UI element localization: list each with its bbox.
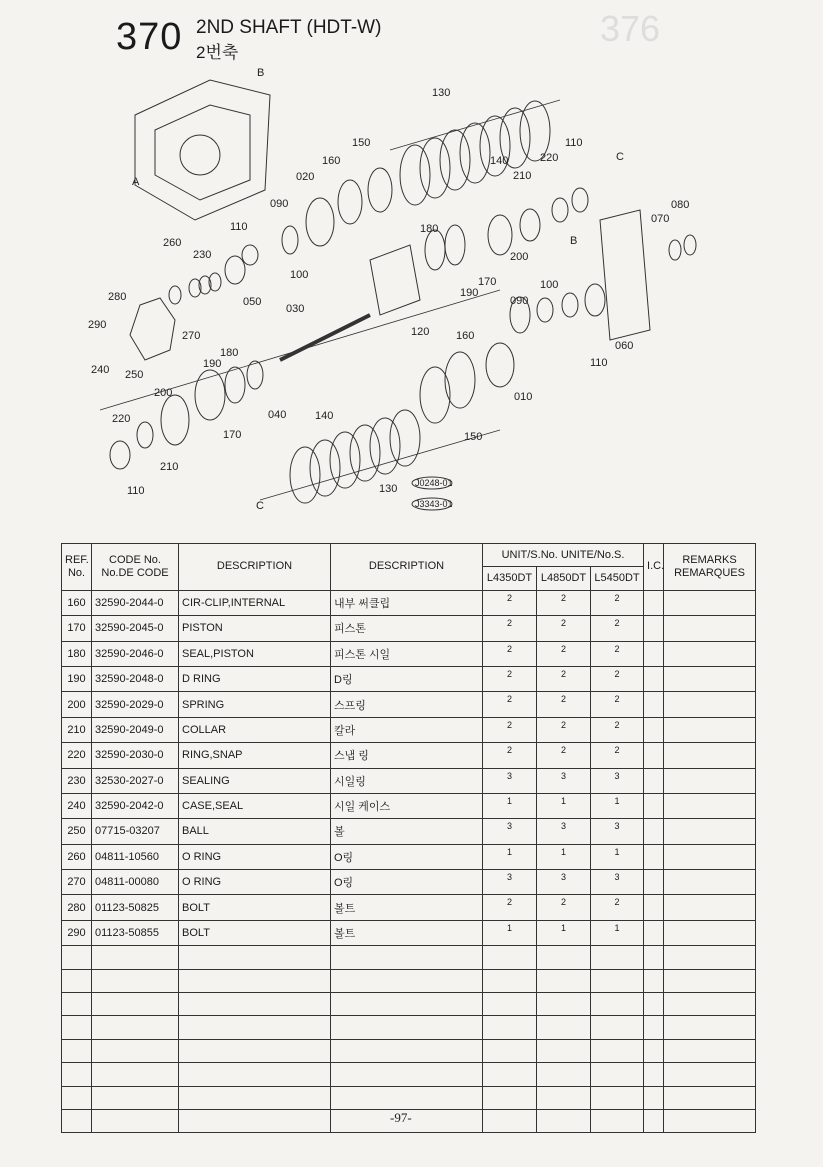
cell-empty (483, 969, 537, 992)
svg-text:110: 110 (230, 221, 248, 233)
header-ic: I.C. (644, 544, 664, 591)
svg-text:250: 250 (125, 369, 144, 381)
svg-text:A: A (132, 176, 140, 188)
cell-ref: 220 (62, 743, 92, 768)
cell-empty (179, 1039, 331, 1062)
cell-empty (179, 969, 331, 992)
cell-empty (664, 844, 756, 869)
cell-local: 시일링 (331, 768, 483, 793)
svg-text:020: 020 (296, 171, 315, 183)
header-model: L4850DT (537, 567, 591, 590)
table-row-empty (62, 1063, 756, 1086)
svg-text:130: 130 (432, 87, 451, 99)
cell-empty (644, 743, 664, 768)
cell-empty (664, 1016, 756, 1039)
cell-q3: 1 (591, 920, 644, 945)
cell-q2: 3 (537, 768, 591, 793)
parts-table (61, 543, 756, 1133)
cell-q3: 2 (591, 895, 644, 920)
cell-empty (591, 993, 644, 1016)
cell-code: 04811-10560 (92, 844, 179, 869)
table-row (62, 692, 756, 717)
cell-empty (331, 969, 483, 992)
cell-empty (644, 946, 664, 969)
callout-labels (88, 67, 689, 512)
cell-q3: 3 (591, 870, 644, 895)
table-row-empty (62, 1086, 756, 1109)
cell-desc: D RING (179, 666, 331, 691)
cell-empty (644, 895, 664, 920)
svg-text:200: 200 (154, 387, 173, 399)
cell-ref: 280 (62, 895, 92, 920)
svg-text:110: 110 (590, 357, 608, 369)
cell-local: D링 (331, 666, 483, 691)
cell-local: 스프링 (331, 692, 483, 717)
cell-empty (483, 1086, 537, 1109)
cell-code: 32590-2042-0 (92, 793, 179, 818)
cell-desc: BALL (179, 819, 331, 844)
svg-text:170: 170 (478, 276, 497, 288)
cell-q3: 3 (591, 768, 644, 793)
svg-text:040: 040 (268, 409, 287, 421)
cell-q3: 2 (591, 743, 644, 768)
table-row (62, 616, 756, 641)
cell-code: 32590-2029-0 (92, 692, 179, 717)
cell-empty (179, 993, 331, 1016)
cell-empty (537, 1016, 591, 1039)
cell-empty (644, 993, 664, 1016)
cell-empty (591, 946, 644, 969)
cell-q2: 2 (537, 743, 591, 768)
cell-empty (664, 666, 756, 691)
cell-ref: 250 (62, 819, 92, 844)
cell-empty (92, 1016, 179, 1039)
cell-q1: 2 (483, 590, 537, 615)
cell-empty (664, 969, 756, 992)
cell-desc: CIR-CLIP,INTERNAL (179, 590, 331, 615)
cell-empty (483, 1109, 537, 1132)
svg-text:150: 150 (464, 431, 483, 443)
cell-q2: 2 (537, 895, 591, 920)
cell-empty (644, 819, 664, 844)
drawing-references (412, 477, 453, 510)
cell-code: 32590-2030-0 (92, 743, 179, 768)
cell-local: 칼라 (331, 717, 483, 742)
cell-q1: 2 (483, 641, 537, 666)
cell-ref: 200 (62, 692, 92, 717)
cell-empty (591, 969, 644, 992)
cell-q3: 2 (591, 717, 644, 742)
svg-text:070: 070 (651, 213, 670, 225)
cell-empty (537, 993, 591, 1016)
svg-text:150: 150 (352, 137, 371, 149)
cell-empty (92, 946, 179, 969)
cell-local: 볼 (331, 819, 483, 844)
cell-desc: BOLT (179, 895, 331, 920)
cell-empty (62, 1039, 92, 1062)
cell-empty (644, 641, 664, 666)
cell-local: 볼트 (331, 895, 483, 920)
svg-text:180: 180 (420, 223, 439, 235)
svg-text:120: 120 (411, 326, 430, 338)
cell-empty (331, 993, 483, 1016)
cell-empty (62, 1016, 92, 1039)
cell-empty (92, 1039, 179, 1062)
cell-q2: 3 (537, 870, 591, 895)
cell-q2: 2 (537, 666, 591, 691)
cell-empty (644, 616, 664, 641)
cell-empty (591, 1109, 644, 1132)
cell-local: 피스톤 (331, 616, 483, 641)
table-row-empty (62, 1016, 756, 1039)
cell-code: 32590-2048-0 (92, 666, 179, 691)
cell-code: 07715-03207 (92, 819, 179, 844)
svg-text:290: 290 (88, 319, 107, 331)
svg-text:110: 110 (127, 485, 145, 497)
page-title: 2ND SHAFT (HDT-W) (196, 17, 382, 38)
cell-empty (331, 1039, 483, 1062)
cell-ref: 190 (62, 666, 92, 691)
cell-q2: 2 (537, 641, 591, 666)
cell-desc: BOLT (179, 920, 331, 945)
cell-empty (483, 993, 537, 1016)
cell-q2: 1 (537, 844, 591, 869)
table-row (62, 768, 756, 793)
cell-empty (92, 969, 179, 992)
cell-empty (483, 946, 537, 969)
cell-desc: COLLAR (179, 717, 331, 742)
cell-empty (644, 692, 664, 717)
cell-empty (664, 870, 756, 895)
cell-q1: 1 (483, 844, 537, 869)
cell-empty (92, 1086, 179, 1109)
cell-q2: 2 (537, 692, 591, 717)
cell-empty (62, 1086, 92, 1109)
cell-q3: 2 (591, 692, 644, 717)
cell-desc: SPRING (179, 692, 331, 717)
cell-ref: 290 (62, 920, 92, 945)
cell-empty (591, 1039, 644, 1062)
cell-q3: 2 (591, 666, 644, 691)
cell-empty (644, 666, 664, 691)
cell-q2: 2 (537, 616, 591, 641)
cell-empty (644, 870, 664, 895)
cell-empty (92, 1063, 179, 1086)
cell-empty (179, 1086, 331, 1109)
header-code: CODE No. No.DE CODE (92, 544, 179, 591)
cell-empty (62, 1109, 92, 1132)
cell-q1: 2 (483, 743, 537, 768)
cell-q3: 2 (591, 641, 644, 666)
header-model: L4350DT (483, 567, 537, 590)
cell-empty (591, 1063, 644, 1086)
cell-empty (537, 1063, 591, 1086)
cell-code: 32590-2046-0 (92, 641, 179, 666)
cell-q2: 3 (537, 819, 591, 844)
cell-empty (664, 946, 756, 969)
cell-empty (664, 590, 756, 615)
svg-text:060: 060 (615, 340, 634, 352)
table-row-empty (62, 1039, 756, 1062)
cell-local: 스냅 링 (331, 743, 483, 768)
svg-text:260: 260 (163, 237, 182, 249)
cell-empty (664, 743, 756, 768)
svg-text:270: 270 (182, 330, 201, 342)
svg-text:J3343-01: J3343-01 (415, 499, 453, 509)
svg-text:200: 200 (510, 251, 529, 263)
svg-text:100: 100 (290, 269, 309, 281)
svg-text:080: 080 (671, 199, 690, 211)
cell-empty (644, 793, 664, 818)
housing-drawing (135, 80, 270, 220)
cell-empty (644, 844, 664, 869)
cell-empty (537, 1109, 591, 1132)
svg-text:050: 050 (243, 296, 262, 308)
svg-text:C: C (616, 151, 624, 163)
cell-desc: RING,SNAP (179, 743, 331, 768)
table-row (62, 844, 756, 869)
header-description-en: DESCRIPTION (179, 544, 331, 591)
cell-q1: 2 (483, 717, 537, 742)
table-row-empty (62, 993, 756, 1016)
cell-ref: 270 (62, 870, 92, 895)
cell-ref: 160 (62, 590, 92, 615)
svg-text:190: 190 (460, 287, 479, 299)
svg-text:160: 160 (456, 330, 475, 342)
exploded-parts-diagram (60, 60, 690, 520)
cell-q1: 1 (483, 793, 537, 818)
cell-desc: O RING (179, 844, 331, 869)
cell-q1: 3 (483, 768, 537, 793)
cell-q1: 3 (483, 870, 537, 895)
cell-empty (483, 1039, 537, 1062)
svg-text:130: 130 (379, 483, 398, 495)
cell-local: 볼트 (331, 920, 483, 945)
cell-empty (331, 1063, 483, 1086)
table-row (62, 920, 756, 945)
cell-empty (664, 993, 756, 1016)
cell-empty (92, 993, 179, 1016)
cell-empty (179, 946, 331, 969)
cell-ref: 230 (62, 768, 92, 793)
svg-text:240: 240 (91, 364, 110, 376)
cell-code: 01123-50855 (92, 920, 179, 945)
cell-empty (179, 1109, 331, 1132)
cell-ref: 210 (62, 717, 92, 742)
svg-text:J0248-01: J0248-01 (415, 478, 453, 488)
svg-text:140: 140 (490, 155, 509, 167)
table-row (62, 793, 756, 818)
cell-empty (537, 1039, 591, 1062)
cell-empty (644, 1109, 664, 1132)
cell-empty (62, 993, 92, 1016)
cell-q1: 1 (483, 920, 537, 945)
cell-empty (62, 969, 92, 992)
cell-q2: 1 (537, 793, 591, 818)
cell-empty (644, 1016, 664, 1039)
header-remarks: REMARKS REMARQUES (664, 544, 756, 591)
table-row (62, 743, 756, 768)
cell-q2: 2 (537, 590, 591, 615)
cell-empty (483, 1063, 537, 1086)
cell-q1: 2 (483, 666, 537, 691)
table-row (62, 870, 756, 895)
svg-text:170: 170 (223, 429, 242, 441)
cell-empty (664, 768, 756, 793)
table-row (62, 666, 756, 691)
svg-text:140: 140 (315, 410, 334, 422)
cell-empty (331, 1086, 483, 1109)
table-row (62, 590, 756, 615)
cell-desc: O RING (179, 870, 331, 895)
cell-q2: 1 (537, 920, 591, 945)
cell-ref: 260 (62, 844, 92, 869)
svg-text:C: C (256, 500, 264, 512)
cell-empty (179, 1063, 331, 1086)
cell-empty (483, 1016, 537, 1039)
bleed-through-text: 376 (600, 8, 661, 49)
cell-ref: 240 (62, 793, 92, 818)
cell-empty (644, 768, 664, 793)
cell-empty (644, 717, 664, 742)
cell-q1: 2 (483, 616, 537, 641)
cell-empty (664, 1109, 756, 1132)
table-row-empty (62, 946, 756, 969)
cell-desc: SEALING (179, 768, 331, 793)
cell-empty (664, 1063, 756, 1086)
cell-q3: 1 (591, 793, 644, 818)
cell-empty (644, 1086, 664, 1109)
cell-empty (664, 1039, 756, 1062)
header-model: L5450DT (591, 567, 644, 590)
svg-text:190: 190 (203, 358, 222, 370)
cell-empty (591, 1016, 644, 1039)
header-description-local: DESCRIPTION (331, 544, 483, 591)
header-ref: REF. No. (62, 544, 92, 591)
svg-text:110: 110 (565, 137, 583, 149)
cell-empty (664, 819, 756, 844)
cell-empty (664, 1086, 756, 1109)
cell-empty (537, 1086, 591, 1109)
table-row (62, 819, 756, 844)
cell-desc: CASE,SEAL (179, 793, 331, 818)
cell-local: O링 (331, 870, 483, 895)
cell-ref: 180 (62, 641, 92, 666)
svg-text:230: 230 (193, 249, 212, 261)
header-unit: UNIT/S.No. UNITE/No.S. (483, 544, 644, 567)
svg-text:B: B (257, 67, 265, 79)
table-row (62, 717, 756, 742)
cell-empty (62, 1063, 92, 1086)
cell-q1: 2 (483, 895, 537, 920)
svg-text:030: 030 (286, 303, 305, 315)
svg-text:220: 220 (540, 152, 559, 164)
cell-empty (537, 969, 591, 992)
svg-text:280: 280 (108, 291, 127, 303)
cell-empty (644, 920, 664, 945)
cell-q3: 3 (591, 819, 644, 844)
cell-empty (537, 946, 591, 969)
cell-local: 시일 케이스 (331, 793, 483, 818)
cell-empty (92, 1109, 179, 1132)
svg-text:100: 100 (540, 279, 559, 291)
cell-q3: 1 (591, 844, 644, 869)
page-subtitle: 2번축 (196, 43, 239, 62)
cell-desc: SEAL,PISTON (179, 641, 331, 666)
cell-empty (664, 692, 756, 717)
cell-empty (644, 969, 664, 992)
cell-q3: 2 (591, 616, 644, 641)
cell-empty (179, 1016, 331, 1039)
cell-empty (62, 946, 92, 969)
table-row (62, 895, 756, 920)
cell-code: 32590-2044-0 (92, 590, 179, 615)
svg-text:010: 010 (514, 391, 533, 403)
cell-empty (644, 1039, 664, 1062)
svg-text:B: B (570, 235, 578, 247)
cell-q1: 3 (483, 819, 537, 844)
cell-empty (664, 616, 756, 641)
cell-empty (664, 717, 756, 742)
cell-empty (664, 920, 756, 945)
cell-empty (331, 946, 483, 969)
cell-ref: 170 (62, 616, 92, 641)
cell-empty (644, 590, 664, 615)
table-row-empty (62, 969, 756, 992)
cell-local: 피스톤 시일 (331, 641, 483, 666)
svg-text:090: 090 (510, 295, 529, 307)
svg-text:210: 210 (513, 170, 532, 182)
cell-desc: PISTON (179, 616, 331, 641)
cell-empty (664, 895, 756, 920)
cell-q2: 2 (537, 717, 591, 742)
svg-text:180: 180 (220, 347, 239, 359)
cell-code: 04811-00080 (92, 870, 179, 895)
cell-code: 32530-2027-0 (92, 768, 179, 793)
page-number: 370 (116, 16, 183, 58)
cell-empty (664, 793, 756, 818)
cell-empty (664, 641, 756, 666)
page-footer: -97- (390, 1110, 412, 1125)
cell-empty (591, 1086, 644, 1109)
cell-q1: 2 (483, 692, 537, 717)
svg-text:220: 220 (112, 413, 131, 425)
cell-empty (331, 1016, 483, 1039)
svg-text:160: 160 (322, 155, 341, 167)
svg-text:090: 090 (270, 198, 289, 210)
cell-code: 32590-2045-0 (92, 616, 179, 641)
svg-text:210: 210 (160, 461, 179, 473)
cell-code: 01123-50825 (92, 895, 179, 920)
cell-code: 32590-2049-0 (92, 717, 179, 742)
cell-empty (644, 1063, 664, 1086)
cell-local: O링 (331, 844, 483, 869)
cell-local: 내부 써클립 (331, 590, 483, 615)
cell-q3: 2 (591, 590, 644, 615)
table-row (62, 641, 756, 666)
